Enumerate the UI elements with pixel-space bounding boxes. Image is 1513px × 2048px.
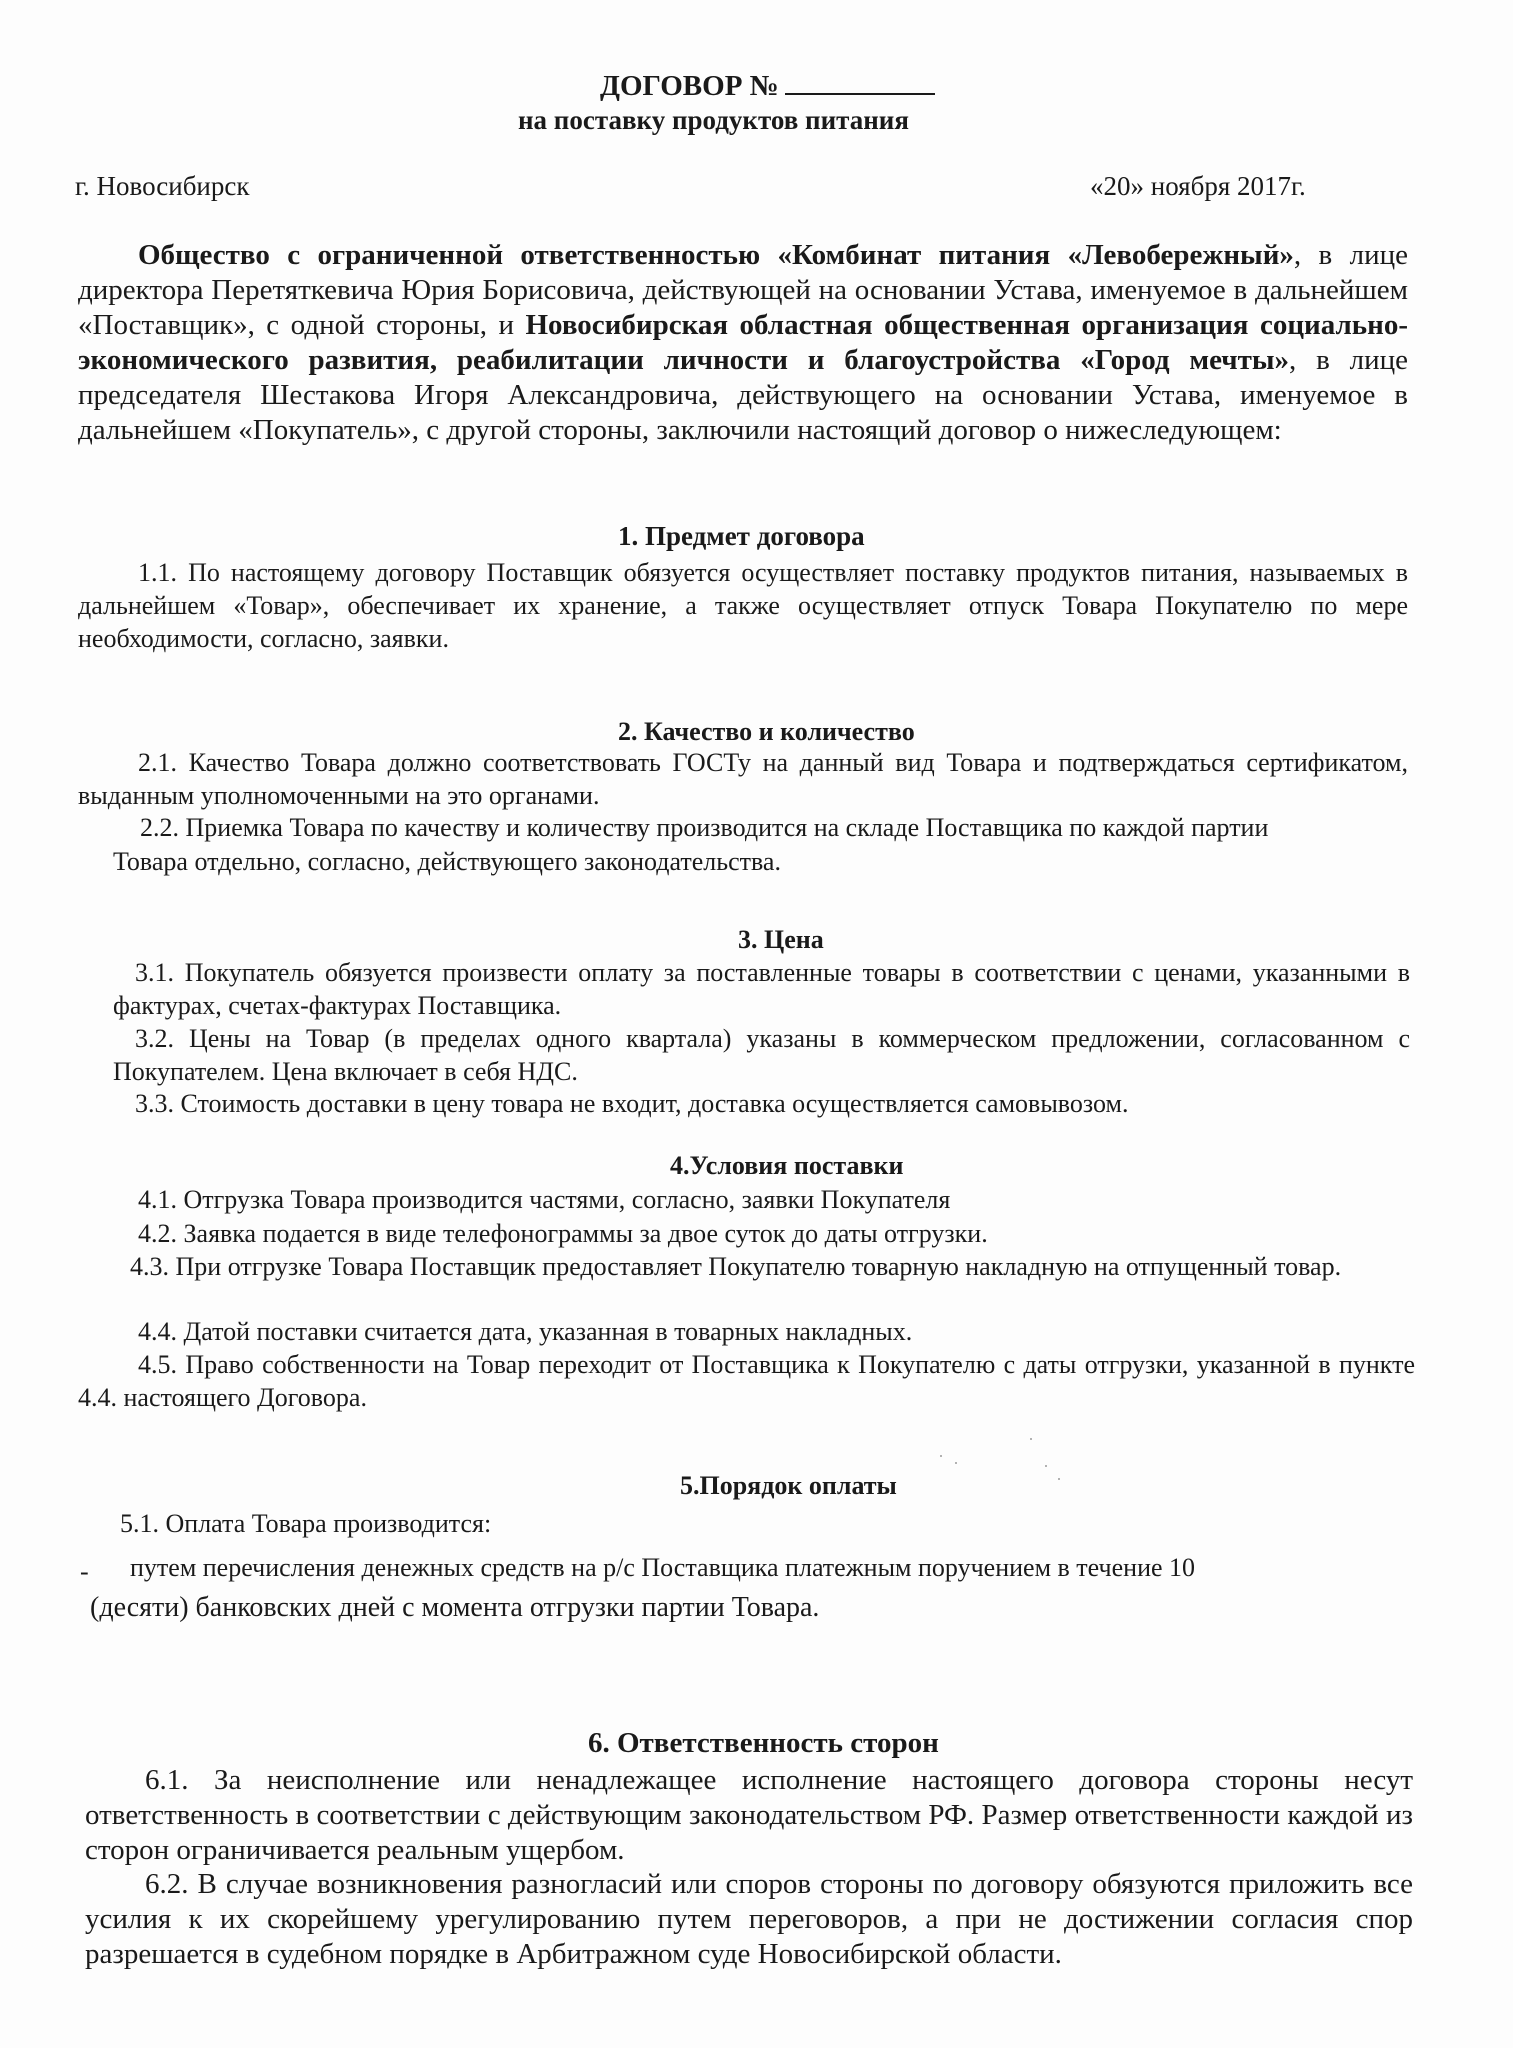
section-4-3: 4.3. При отгрузке Товара Поставщик предоставляет Покупателю товарную накладную на отпущенный товар.: [130, 1252, 1342, 1281]
scan-mark: [1030, 1438, 1032, 1440]
section-1-1: 1.1. По настоящему договору Поставщик обязуется осуществляет поставку продуктов питания, называемых в дальнейшем «Товар», обеспечивает их хранение, а также осуществляет отпуск Товара Покупателю по мере необходимости, согласно, заявки.: [78, 558, 1408, 653]
section-5-bullet-line1: путем перечисления денежных средств на р/с Поставщика платежным поручением в течение 10: [130, 1553, 1196, 1582]
section-6-2: 6.2. В случае возникновения разногласий или споров стороны по договору обязуются приложить все усилия к их скорейшему урегулированию путем переговоров, а при не достижении согласия спор разрешается в судебном порядке в Арбитражном суде Новосибирской области.: [85, 1868, 1413, 1970]
section-2-1: 2.1. Качество Товара должно соответствовать ГОСТу на данный вид Товара и подтверждаться сертификатом, выданным уполномоченными на это органами.: [78, 748, 1408, 810]
section-4-5: 4.5. Право собственности на Товар переходит от Поставщика к Покупателю с даты отгрузки, указанной в пункте 4.4. настоящего Договора.: [78, 1350, 1415, 1412]
section-5-heading: 5.Порядок оплаты: [680, 1471, 897, 1500]
section-2-2-line1: 2.2. Приемка Товара по качеству и количеству производится на складе Поставщика по каждой партии: [140, 813, 1269, 842]
section-3-2: 3.2. Цены на Товар (в пределах одного квартала) указаны в коммерческом предложении, согласованном с Покупателем. Цена включает в себя НДС.: [113, 1024, 1410, 1086]
section-4-heading: 4.Условия поставки: [670, 1151, 904, 1180]
section-2-2-line2: Товара отдельно, согласно, действующего законодательства.: [113, 847, 781, 876]
section-3-heading: 3. Цена: [738, 925, 824, 954]
section-5-bullet-marker: -: [80, 1557, 89, 1586]
section-4-2: 4.2. Заявка подается в виде телефонограммы за двое суток до даты отгрузки.: [138, 1219, 988, 1248]
scan-mark: [1058, 1478, 1060, 1480]
scan-mark: [955, 1462, 957, 1464]
section-4-4: 4.4. Датой поставки считается дата, указанная в товарных накладных.: [138, 1317, 913, 1346]
section-6-heading: 6. Ответственность сторон: [588, 1727, 939, 1759]
buyer-name: Новосибирская областная общественная организация социально-экономического развития, реабилитации личности и благоустройства «Город мечты»: [78, 309, 1408, 376]
contract-date: «20» ноября 2017г.: [1090, 171, 1306, 201]
section-5-bullet-line2: (десяти) банковских дней с момента отгрузки партии Товара.: [90, 1592, 820, 1623]
section-3-3: 3.3. Стоимость доставки в цену товара не входит, доставка осуществляется самовывозом.: [135, 1089, 1129, 1118]
section-4-1: 4.1. Отгрузка Товара производится частями, согласно, заявки Покупателя: [138, 1185, 951, 1214]
buyer-details: , в лице председателя Шестакова Игоря Александровича, действующего на основании Устава, именуемое в дальнейшем «Покупатель», с другой стороны, заключили настоящий договор о нижеследующем:: [78, 344, 1409, 446]
section-3-1: 3.1. Покупатель обязуется произвести оплату за поставленные товары в соответствии с ценами, указанными в фактурах, счетах-фактурах Поставщика.: [113, 958, 1410, 1020]
contract-title-text: ДОГОВОР №: [600, 70, 779, 102]
scan-mark: [1045, 1465, 1047, 1467]
supplier-details: , в лице директора Перетяткевича Юрия Борисовича, действующей на основании Устава, именуемое в дальнейшем «Поставщик», с одной стороны, и: [78, 239, 1408, 341]
contract-subtitle: на поставку продуктов питания: [518, 105, 909, 135]
section-1-heading: 1. Предмет договора: [618, 521, 865, 551]
section-5-1: 5.1. Оплата Товара производится:: [120, 1509, 492, 1538]
section-6-1: 6.1. За неисполнение или ненадлежащее исполнение настоящего договора стороны несут ответственность в соответствии с действующим законодательством РФ. Размер ответственности каждой из сторон ограничивается реальным ущербом.: [85, 1764, 1413, 1866]
supplier-name: Общество с ограниченной ответственностью «Комбинат питания «Левобережный»: [138, 239, 1294, 271]
contract-number-blank: [785, 69, 935, 95]
contract-title: [600, 68, 935, 104]
scan-mark: [940, 1455, 942, 1457]
contract-city: г. Новосибирск: [75, 171, 250, 201]
section-2-heading: 2. Качество и количество: [618, 717, 915, 746]
preamble-paragraph: [78, 238, 1408, 448]
